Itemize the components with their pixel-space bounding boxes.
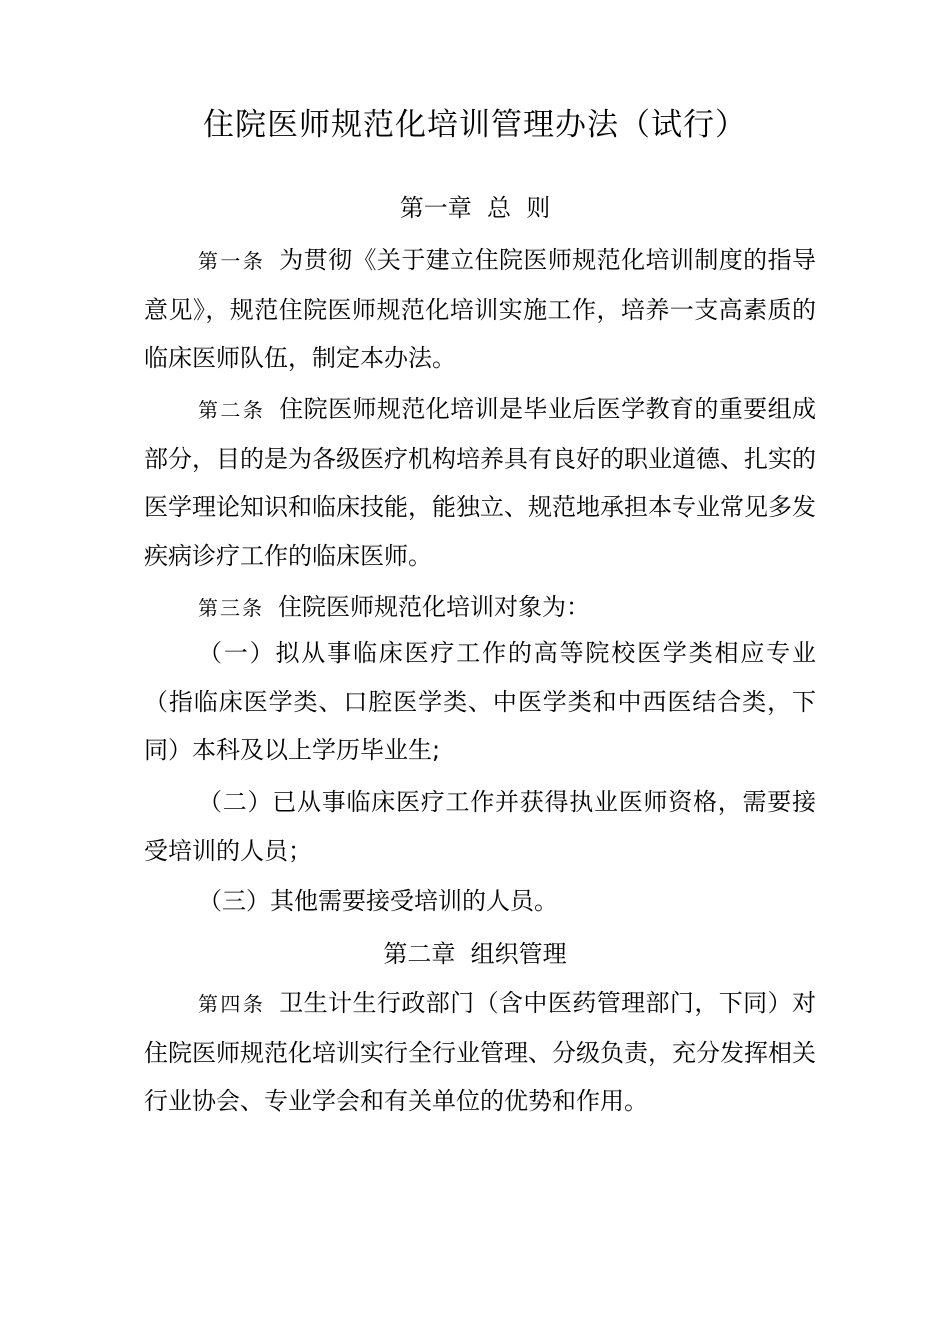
article-3-number: 第三条 [198,596,264,620]
article-3-item-3: （三）其他需要接受培训的人员。 [198,887,558,915]
article-1-text: 为贯彻《关于建立住院医师规范化培训制度的指导意见》，规范住院医师规范化培训实施工作，培养一支高素质的临床医师队伍，制定本办法。 [144,246,816,372]
article-4-number: 第四条 [198,992,266,1016]
article-3-item-2: （二）已从事临床医疗工作并获得执业医师资格，需要接受培训的人员； [144,788,816,865]
chapter-2-heading: 第二章 组织管理 [383,940,567,968]
article-2-text: 住院医师规范化培训是毕业后医学教育的重要组成部分，目的是为各级医疗机构培养具有良好的职业道德、扎实的医学理论知识和临床技能，能独立、规范地承担本专业常见多发疾病诊疗工作的临床医师。 [144,395,816,570]
article-3-text: 住院医师规范化培训对象为： [278,593,590,621]
document-title: 住院医师规范化培训管理办法（试行） [203,107,747,143]
article-2-paragraph [144,385,816,580]
chapter-1-heading: 第一章 总 则 [399,194,551,222]
article-4-paragraph [144,979,816,1126]
article-1-number: 第一条 [198,249,266,273]
article-3-paragraph [144,583,816,633]
article-3-item-1: （一）拟从事临床医疗工作的高等院校医学类相应专业（指临床医学类、口腔医学类、中医学类和中西医结合类，下同）本科及以上学历毕业生; [144,639,816,764]
article-4-text: 卫生计生行政部门（含中医药管理部门，下同）对住院医师规范化培训实行全行业管理、分级负责，充分发挥相关行业协会、专业学会和有关单位的优势和作用。 [144,989,816,1115]
article-1-paragraph [144,236,816,383]
article-2-number: 第二条 [198,398,266,422]
